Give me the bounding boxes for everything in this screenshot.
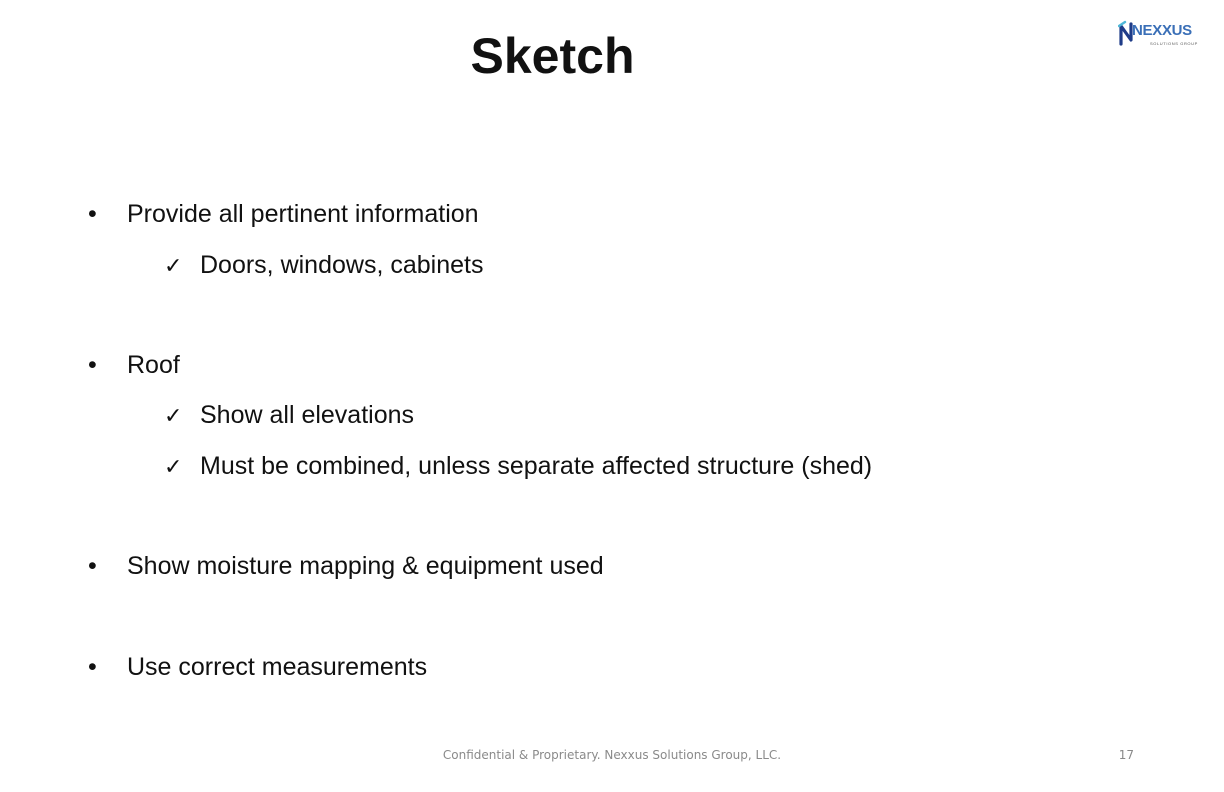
bullet-text: Roof bbox=[127, 351, 180, 379]
bullet-marker: • bbox=[88, 351, 97, 379]
sub-item bbox=[164, 250, 483, 282]
bullet-item bbox=[88, 199, 479, 229]
sub-item-text: Must be combined, unless separate affected structure (shed) bbox=[200, 452, 873, 480]
company-logo bbox=[1118, 20, 1200, 50]
sub-item-text: Doors, windows, cabinets bbox=[200, 251, 484, 279]
bullet-item bbox=[88, 350, 180, 380]
bullet-item bbox=[88, 652, 427, 682]
bullet-text: Use correct measurements bbox=[127, 653, 428, 681]
bullet-text: Provide all pertinent information bbox=[127, 200, 479, 228]
logo-wordmark: NEXXUS bbox=[1132, 22, 1192, 39]
checkmark-icon: ✓ bbox=[164, 404, 183, 429]
sub-item bbox=[164, 400, 414, 432]
logo-tagline: SOLUTIONS GROUP bbox=[1150, 41, 1198, 46]
page-number: 17 bbox=[1118, 748, 1134, 762]
slide-footer: Confidential & Proprietary. Nexxus Solutions Group, LLC. bbox=[442, 748, 782, 762]
bullet-text: Show moisture mapping & equipment used bbox=[127, 552, 604, 580]
bullet-marker: • bbox=[88, 552, 97, 580]
bullet-item bbox=[88, 551, 604, 581]
slide-title: Sketch bbox=[470, 28, 635, 84]
checkmark-icon: ✓ bbox=[164, 254, 183, 279]
bullet-marker: • bbox=[88, 200, 97, 228]
checkmark-icon: ✓ bbox=[164, 455, 183, 480]
sub-item bbox=[164, 451, 872, 483]
bullet-marker: • bbox=[88, 653, 97, 681]
sub-item-text: Show all elevations bbox=[200, 401, 415, 429]
